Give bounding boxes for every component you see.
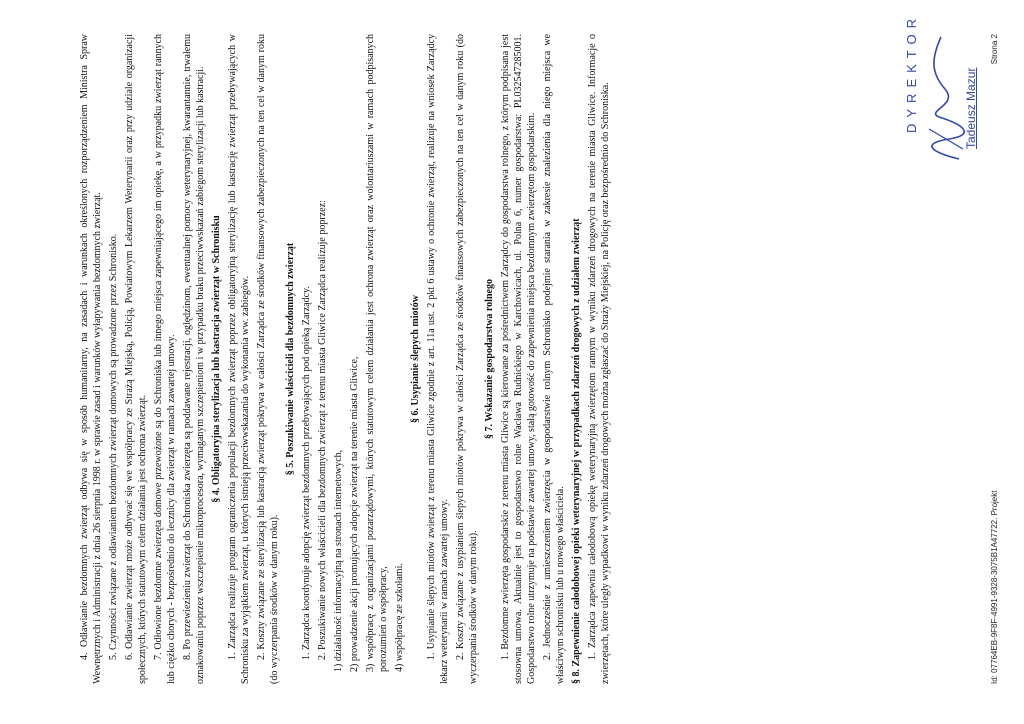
section-heading: § 8. Zapewnienie całodobowej opieki weterynaryjnej w przypadkach zdarzeń drogowych z udziałem zwierząt bbox=[571, 218, 582, 684]
paragraph: 1. Bezdomne zwierzęta gospodarskie z terenu miasta Gliwice są kierowane za pośrednictwem Zarządcy do gospodarstwa rolnego, z którym podpisana jest stosowna umowa. Aktualnie jest to gospodarstwo rolne Wacława Rudnickiego w Karchowicach, ul. Polna 6, numer gospodarstwa: PL032547285001. Gospodarstwo rolne utrzymuje na podstawie zawartej umowy, stałą gotowość do zapewnienia miejsca bezdomnym zwierzętom gospodarskim. bbox=[500, 34, 537, 684]
paragraph: 8. Po przewiezieniu zwierząt do Schroniska zwierzęta są poddawane rejestracji, oględzinom, ewentualnej pomocy weterynaryjnej, kwarantannie, trwałemu oznakowaniu poprzez wszczepienie mikroprocesora, wymaganym szczepieniom i w przypadku braku przeciwwskazań zabiegom sterylizacji lub kastracji. bbox=[182, 34, 206, 684]
paragraph: 1. Zarządca koordynuje adopcję zwierząt bezdomnych przebywających pod opieką Zarządcy. bbox=[301, 286, 312, 660]
signature-block bbox=[904, 13, 985, 169]
paragraph: 2. Koszty związane ze sterylizacją lub kastracją zwierząt pokrywa w całości Zarządca ze środków finansowych zabezpieczonych na ten cel w danym roku (do wyczerpania środków w danym roku). bbox=[256, 34, 280, 684]
list-item: 2) prowadzenie akcji promujących adopcje zwierząt na terenie miasta Gliwice, bbox=[349, 356, 360, 672]
paragraph: 2. Poszukiwanie nowych właścicieli dla bezdomnych zwierząt z terenu miasta Gliwice Zarządca realizuje poprzez: bbox=[317, 200, 328, 660]
paragraph: 2. Koszty związane z usypianiem ślepych miotów pokrywa w całości Zarządca ze środków finansowych zabezpieczonych na ten cel w danym roku (do wyczerpania środków w danym roku). bbox=[455, 34, 479, 684]
paragraph: 4. Odławianie bezdomnych zwierząt odbywa się w sposób humanitarny, na zasadach i warunkach określonych rozporządzeniem Ministra Spraw Wewnętrznych i Administracji z dnia 26 sierpnia 1998 r. w sprawie zasad i warunków wyłapywania bezdomnych zwierząt. bbox=[79, 34, 103, 684]
list-item: 4) współpracę ze szkołami. bbox=[394, 563, 405, 672]
paragraph: 5. Czynności związane z odławianiem bezdomnych zwierząt domowych są prowadzone przez Schronisko. bbox=[108, 233, 119, 660]
signature-role: DYREKTOR bbox=[904, 13, 919, 133]
list-item: 3) współpracę z organizacjami pozarządowymi, których statutowym celem działania jest ochrona zwierząt oraz wolontariuszami w ramach podpisanych porozumień o współpracy, bbox=[365, 34, 389, 672]
paragraph: 1. Usypianie ślepych miotów zwierząt z terenu miasta Gliwice zgodnie z art. 11a ust. 2 pkt 6 ustawy o ochronie zwierząt, realizuje na wniosek Zarządcy lekarz weterynarii w ramach zawartej umowy. bbox=[426, 34, 450, 684]
paragraph: 1. Zarządca zapewnia całodobową opiekę weterynaryjną zwierzętom rannym w wyniku zdarzeń drogowych na terenie miasta Gliwice. Informacje o zwierzętach, które uległy wypadkowi w wyniku zdarzeń drogowych można zgłaszać do Straży Miejskiej, na Policję oraz bezpośrednio do Schroniska. bbox=[587, 34, 611, 684]
document-identifier: Id: 07764EB-9F8F-4991-9328-3075B1A47722. Projekt bbox=[990, 490, 999, 684]
handwritten-signature-icon bbox=[919, 29, 969, 169]
signature-name: Tadeusz Mazur bbox=[964, 67, 978, 149]
page-number: Strona 2 bbox=[990, 34, 999, 65]
paragraph: 2. Jednocześnie z umieszczeniem zwierzęcia w gospodarstwie rolnym Schronisko podejmie starania w zakresie znalezienia dla niego miejsca we właściwym schronisku lub u nowego właściciela. bbox=[542, 34, 566, 684]
document-body bbox=[78, 34, 615, 684]
section-heading: § 6. Usypianie ślepych miotów bbox=[410, 294, 421, 424]
paragraph: 7. Odłowione bezdomne zwierzęta domowe przewożone są do Schroniska lub innego miejsca zapewniającego im opiekę, a w przypadku zwierząt rannych lub ciężko chorych - bezpośrednio do lecznicy dla zwierząt w ramach zawartej umowy. bbox=[153, 34, 177, 684]
paragraph: 1. Zarządca realizuje program ograniczenia populacji bezdomnych zwierząt poprzez obligatoryjną sterylizację lub kastrację zwierząt przebywających w Schronisku za wyjątkiem zwierząt, u których istnieją przeciwwskazania do wykonania ww. zabiegów. bbox=[227, 34, 251, 684]
paragraph: 6. Odławianie zwierząt może odbywać się we współpracy ze Strażą Miejską, Policją, Powiatowym Lekarzem Weterynarii oraz przy udziale organizacji społecznych, których statutowym celem działania jest ochrona zwierząt. bbox=[124, 34, 148, 684]
section-heading: § 7. Wskazanie gospodarstwa rolnego bbox=[484, 279, 495, 439]
section-heading: § 4. Obligatoryjna sterylizacja lub kastracja zwierząt w Schronisku bbox=[211, 215, 222, 503]
list-item: 1) działalność informacyjną na stronach internetowych, bbox=[333, 449, 344, 672]
section-heading: § 5. Poszukiwanie właścicieli dla bezdomnych zwierząt bbox=[285, 242, 296, 476]
